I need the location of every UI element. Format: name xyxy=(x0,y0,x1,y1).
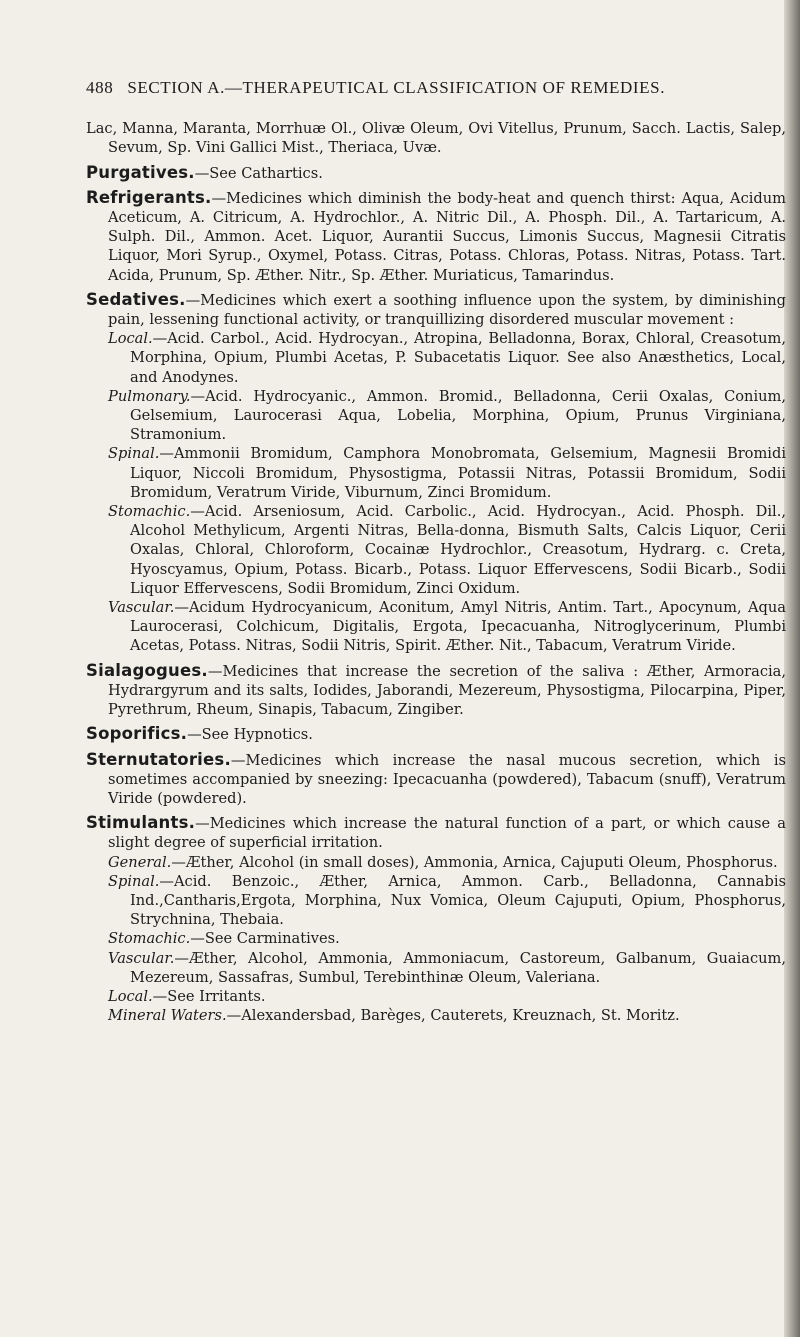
entry-sternutatories xyxy=(86,750,786,809)
sedatives-local: Local.—Acid. Carbol., Acid. Hydrocyan., Atropina, Belladonna, Borax, Chloral, Creasotum, Morphina, Opium, Plumbi Acetas, P. Subacetatis Liquor. See also Anæsthetics, Local, and Anodynes. xyxy=(108,330,786,386)
page-header xyxy=(86,78,786,97)
page-number: 488 xyxy=(86,78,114,97)
sialagogues-text: —Medicines that increase the secretion of the saliva : Æther, Armoracia, Hydrargyrum and its salts, Iodides, Jaborandi, Mezereum, Physostigma, Pilocarpina, Piper, Pyrethrum, Rheum, Sinapis, Tabacum, Zingiber. xyxy=(108,662,786,719)
entry-sialagogues xyxy=(86,661,786,720)
stimulants-text: —Medicines which increase the natural function of a part, or which cause a slight degree of superficial irritation. xyxy=(108,815,786,852)
term-sternutatories: Sternutatories. xyxy=(86,749,231,769)
running-title: SECTION A.—THERAPEUTICAL CLASSIFICATION OF REMEDIES. xyxy=(127,78,666,97)
term-stimulants: Stimulants. xyxy=(86,813,196,833)
entry-purgatives xyxy=(86,163,786,183)
term-sialagogues: Sialagogues. xyxy=(86,660,208,680)
stimulants-vascular: Vascular.—Æther, Alcohol, Ammonia, Ammoniacum, Castoreum, Galbanum, Guaiacum, Mezereum, Sassafras, Sumbul, Terebinthinæ Oleum, Valeriana. xyxy=(108,949,786,986)
entry-soporifics xyxy=(86,724,786,744)
term-refrigerants: Refrigerants. xyxy=(86,187,212,207)
entry-stimulants xyxy=(86,813,786,1025)
sedatives-stomachic: Stomachic.—Acid. Arseniosum, Acid. Carbolic., Acid. Hydrocyan., Acid. Phosph. Dil., Alcohol Methylicum, Argenti Nitras, Bella-donna, Bismuth Salts, Calcis Liquor, Cerii Oxalas, Chloral, Chloroform, Cocainæ Hydrochlor., Creasotum, Hydrarg. c. Creta, Hyoscyamus, Opium, Potass. Bicarb., Potass. Liquor Effervescens, Sodii Bicarb., Sodii Liquor Effervescens, Sodii Bromidum, Zinci Oxidum. xyxy=(108,503,786,597)
sternutatories-text: —Medicines which increase the nasal mucous secretion, which is sometimes accompanied by sneezing: Ipecacuanha (powdered), Tabacum (snuff), Veratrum Viride (powdered). xyxy=(108,751,786,807)
stimulants-stomachic: Stomachic.—See Carminatives. xyxy=(108,930,340,948)
sedatives-spinal: Spinal.—Ammonii Bromidum, Camphora Monobromata, Gelsemium, Magnesii Bromidi Liquor, Niccoli Bromidum, Physostigma, Potassii Nitras, Potassii Bromidum, Sodii Bromidum, Veratrum Viride, Viburnum, Zinci Bromidum. xyxy=(108,445,786,501)
entry-refrigerants xyxy=(86,188,786,285)
soporifics-text: —See Hypnotics. xyxy=(187,726,313,744)
sedatives-text: —Medicines which exert a soothing influence upon the system, by diminishing pain, lessening functional activity, or tranquillizing disordered muscular movement : xyxy=(108,291,786,329)
stimulants-spinal: Spinal.—Acid. Benzoic., Æther, Arnica, Ammon. Carb., Belladonna, Cannabis Ind.,Cantharis,Ergota, Morphina, Nux Vomica, Oleum Cajuputi, Opium, Phosphorus, Strychnina, Thebaia. xyxy=(108,872,786,929)
term-sedatives: Sedatives. xyxy=(86,289,186,309)
stimulants-general: General.—Æther, Alcohol (in small doses), Ammonia, Arnica, Cajuputi Oleum, Phosphorus. xyxy=(108,853,778,871)
entry-sedatives xyxy=(86,290,786,656)
purgatives-text: —See Cathartics. xyxy=(194,164,323,182)
refrigerants-text: —Medicines which diminish the body-heat and quench thirst: Aqua, Acidum Aceticum, A. Citricum, A. Hydrochlor., A. Nitric Dil., A. Phosph. Dil., A. Tartaricum, A. Sulph. Dil., Ammon. Acet. Liquor, Aurantii Succus, Limonis Succus, Magnesii Citratis Liquor, Mori Syrup., Oxymel, Potass. Citras, Potass. Chloras, Potass. Nitras, Potass. Tart. Acida, Prunum, Sp. Æther. Nitr., Sp. Æther. Muriaticus, Tamarindus. xyxy=(108,189,786,284)
term-soporifics: Soporifics. xyxy=(86,724,188,744)
term-purgatives: Purgatives. xyxy=(86,162,195,182)
book-page xyxy=(86,78,786,1030)
continuation-paragraph xyxy=(86,119,786,157)
page-edge-shadow xyxy=(784,0,800,1337)
stimulants-local: Local.—See Irritants. xyxy=(108,987,266,1005)
sedatives-pulmonary: Pulmonary.—Acid. Hydrocyanic., Ammon. Bromid., Belladonna, Cerii Oxalas, Conium, Gelsemium, Laurocerasi Aqua, Lobelia, Morphina, Opium, Prunus Virginiana, Stramonium. xyxy=(108,387,786,444)
sedatives-vascular: Vascular.—Acidum Hydrocyanicum, Aconitum, Amyl Nitris, Antim. Tart., Apocynum, Aqua Laurocerasi, Colchicum, Digitalis, Ergota, Ipecacuanha, Nitroglycerinum, Plumbi Acetas, Potass. Nitras, Sodii Nitris, Spirit. Æther. Nit., Tabacum, Veratrum Viride. xyxy=(108,599,786,655)
continuation-text: Lac, Manna, Maranta, Morrhuæ Ol., Olivæ Oleum, Ovi Vitellus, Prunum, Sacch. Lactis, Salep, Sevum, Sp. Vini Gallici Mist., Theriaca, Uvæ. xyxy=(86,120,786,157)
stimulants-mineral-waters: Mineral Waters.—Alexandersbad, Barèges, Cauterets, Kreuznach, St. Moritz. xyxy=(108,1007,680,1025)
